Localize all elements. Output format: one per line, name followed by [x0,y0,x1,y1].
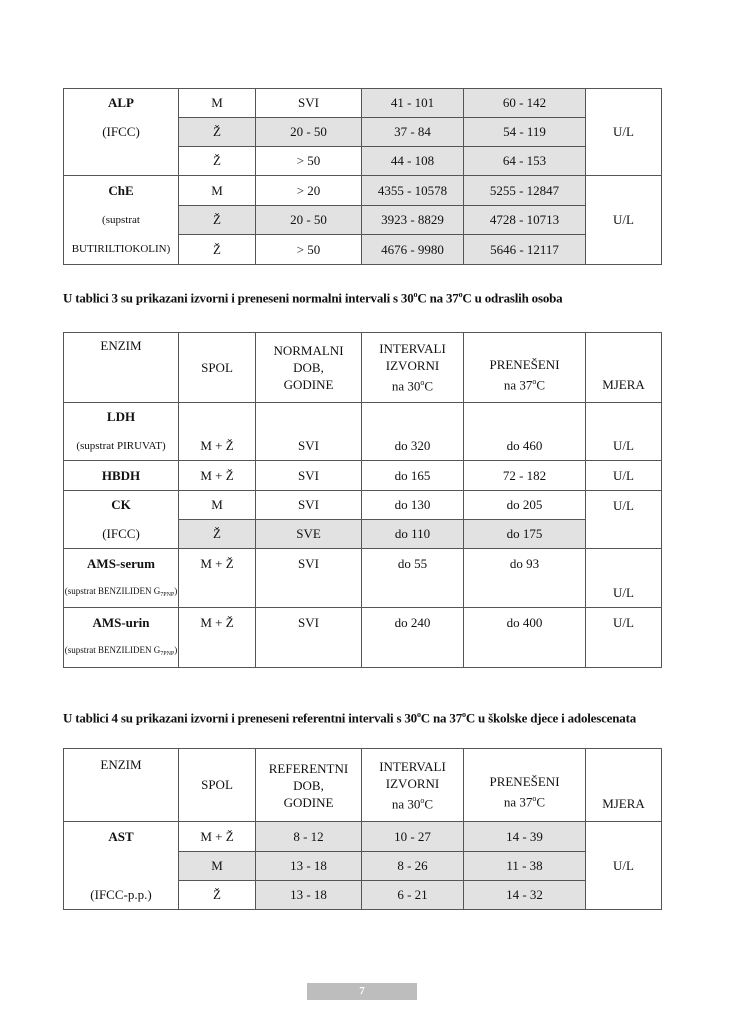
method-cell: (IFCC) [64,118,179,147]
header-izvorni [362,749,464,822]
header-dob [256,749,362,822]
table-3-caption [63,290,562,306]
sex-cell: M + Ž [179,549,256,579]
sex-cell: Ž [179,147,256,176]
enzyme-cell [64,89,179,118]
header-preneseni [464,749,586,822]
degree-mark: o [458,290,463,299]
enzyme-name: AST [108,828,134,844]
enzyme-cell [64,176,179,206]
header-line: GODINE [283,377,334,392]
caption-text: C u odraslih osoba [462,290,563,306]
header-line: IZVORNI [385,358,440,374]
interval-37-cell: 5255 - 12847 [464,176,586,206]
interval-30-cell: do 110 [362,520,464,549]
header-line: PRENEŠENI [489,774,560,790]
interval-30-cell: 8 - 26 [362,852,464,881]
degree-mark: o [420,378,425,388]
enzyme-name: ChE [108,182,134,198]
caption-text: C na 37 [420,710,462,726]
sex-cell: Ž [179,118,256,147]
header-enzim: ENZIM [64,333,179,403]
enzyme-name: AMS-serum [87,555,155,571]
age-cell: SVI [256,461,362,491]
age-cell: > 50 [256,147,362,176]
enzyme-table-children [63,748,662,910]
sex-cell: Ž [179,206,256,235]
caption-text: C na 37 [417,290,459,306]
sex-cell: M + Ž [179,608,256,638]
header-line [464,790,585,810]
header-line: INTERVALI [379,341,446,357]
header-line: NORMALNI [273,343,344,358]
interval-30-cell: 3923 - 8829 [362,206,464,235]
interval-37-cell: 72 - 182 [464,461,586,491]
age-cell: 8 - 12 [256,822,362,852]
header-line: DOB, [293,360,324,375]
header-izvorni [362,333,464,403]
sex-cell: Ž [179,881,256,910]
interval-30-cell: do 55 [362,549,464,579]
degree-mark: o [413,290,418,299]
method-cell: BUTIRILTIOKOLIN) [64,235,179,265]
header-enzim: ENZIM [64,749,179,822]
interval-30-cell [362,403,464,432]
enzyme-name: LDH [106,409,136,425]
blank-cell [64,852,179,881]
enzyme-cell [64,461,179,491]
header-dob [256,333,362,403]
interval-30-cell: do 240 [362,608,464,638]
interval-37-cell [464,579,586,608]
age-cell: > 20 [256,176,362,206]
header-line: GODINE [283,794,334,810]
sex-cell: M + Ž [179,461,256,491]
unit-cell [586,403,662,432]
enzyme-cell [64,403,179,432]
interval-30-cell: 37 - 84 [362,118,464,147]
header-line: DOB, [293,777,324,793]
caption-text: C u školske djece i adolescenata [465,710,636,726]
interval-37-cell [464,638,586,668]
table-4-caption [63,710,636,726]
method-subscript: 7PNP [160,591,175,598]
enzyme-name: CK [111,497,131,513]
interval-30-cell: do 130 [362,491,464,520]
interval-30-cell: do 165 [362,461,464,491]
enzyme-cell [64,491,179,520]
header-text: na 37 [503,377,533,393]
sex-cell: M + Ž [179,432,256,461]
method-cell: (IFCC) [64,520,179,549]
sex-cell: M [179,89,256,118]
age-cell: 13 - 18 [256,881,362,910]
caption-text: U tablici 3 su prikazani izvorni i preneseni normalni intervali s 30 [63,290,414,306]
age-cell: 20 - 50 [256,206,362,235]
caption-text: U tablici 4 su prikazani izvorni i preneseni referentni intervali s 30 [63,710,417,726]
sex-cell: M [179,852,256,881]
unit-cell [586,638,662,668]
interval-30-cell: 4355 - 10578 [362,176,464,206]
header-text: C [424,796,434,812]
method-cell [64,638,179,668]
sex-cell [179,638,256,668]
enzyme-name: HBDH [101,467,141,483]
method-cell [64,579,179,608]
interval-37-cell: 64 - 153 [464,147,586,176]
degree-mark: o [532,794,537,804]
header-text: C [424,378,434,394]
header-mjera: MJERA [586,333,662,403]
interval-30-cell [362,638,464,668]
unit-cell: U/L [586,608,662,638]
interval-37-cell: 5646 - 12117 [464,235,586,265]
header-line: IZVORNI [385,775,440,791]
interval-37-cell: 60 - 142 [464,89,586,118]
interval-37-cell: do 460 [464,432,586,461]
header-line: INTERVALI [379,758,446,774]
sex-cell: Ž [179,235,256,265]
interval-30-cell: 10 - 27 [362,822,464,852]
sex-cell: M [179,176,256,206]
interval-37-cell: 14 - 39 [464,822,586,852]
age-cell: SVI [256,491,362,520]
sex-cell [179,579,256,608]
header-text: C [536,377,546,393]
unit-cell [586,549,662,579]
unit-cell: U/L [586,579,662,608]
age-cell: 13 - 18 [256,852,362,881]
degree-mark: o [532,376,537,386]
header-mjera: MJERA [586,749,662,822]
header-spol: SPOL [179,749,256,822]
interval-37-cell [464,403,586,432]
interval-37-cell: 4728 - 10713 [464,206,586,235]
page-number: 7 [307,983,417,1000]
method-text: (supstrat BENZILIDEN G [64,645,161,656]
header-spol: SPOL [179,333,256,403]
interval-37-cell: do 175 [464,520,586,549]
unit-cell: U/L [586,822,662,910]
age-cell [256,403,362,432]
interval-30-cell: 44 - 108 [362,147,464,176]
header-text: na 30 [391,378,421,394]
header-line [464,373,585,393]
interval-37-cell: 54 - 119 [464,118,586,147]
method-cell: (IFCC-p.p.) [64,881,179,910]
interval-37-cell: do 205 [464,491,586,520]
header-preneseni [464,333,586,403]
degree-mark: o [416,710,421,719]
enzyme-cell [64,608,179,638]
unit-cell: U/L [586,89,662,176]
sex-cell: M [179,491,256,520]
enzyme-cell [64,549,179,579]
age-cell: SVI [256,89,362,118]
interval-30-cell: 4676 - 9980 [362,235,464,265]
interval-37-cell: do 400 [464,608,586,638]
method-cell: (supstrat [64,206,179,235]
age-cell: 20 - 50 [256,118,362,147]
interval-37-cell: 11 - 38 [464,852,586,881]
sex-cell [179,403,256,432]
header-line: REFERENTNI [268,760,349,776]
interval-30-cell [362,579,464,608]
method-text: ) [174,645,178,656]
age-cell [256,579,362,608]
blank-cell [64,147,179,176]
degree-mark: o [420,795,425,805]
enzyme-cell [64,822,179,852]
header-line [362,792,463,812]
method-text: ) [174,585,178,596]
unit-cell: U/L [586,432,662,461]
method-cell: (supstrat PIRUVAT) [64,432,179,461]
sex-cell: M + Ž [179,822,256,852]
enzyme-name: ALP [108,95,134,111]
degree-mark: o [462,710,466,719]
interval-30-cell: 41 - 101 [362,89,464,118]
interval-30-cell: 6 - 21 [362,881,464,910]
unit-cell: U/L [586,491,662,549]
header-text: na 30 [391,796,421,812]
header-line [362,374,463,394]
header-text: na 37 [503,794,533,810]
age-cell: SVI [256,432,362,461]
method-text: (supstrat BENZILIDEN G [64,585,161,596]
enzyme-table-alp-che [63,88,662,265]
age-cell [256,638,362,668]
sex-cell: Ž [179,520,256,549]
enzyme-name: AMS-urin [92,614,150,630]
age-cell: > 50 [256,235,362,265]
age-cell: SVI [256,608,362,638]
interval-37-cell: do 93 [464,549,586,579]
age-cell: SVI [256,549,362,579]
enzyme-table-adults [63,332,662,668]
age-cell: SVE [256,520,362,549]
interval-30-cell: do 320 [362,432,464,461]
unit-cell: U/L [586,461,662,491]
unit-cell: U/L [586,176,662,265]
interval-37-cell: 14 - 32 [464,881,586,910]
header-line: PRENEŠENI [489,356,560,372]
header-text: C [536,794,546,810]
method-subscript: 7PNP [160,651,175,658]
